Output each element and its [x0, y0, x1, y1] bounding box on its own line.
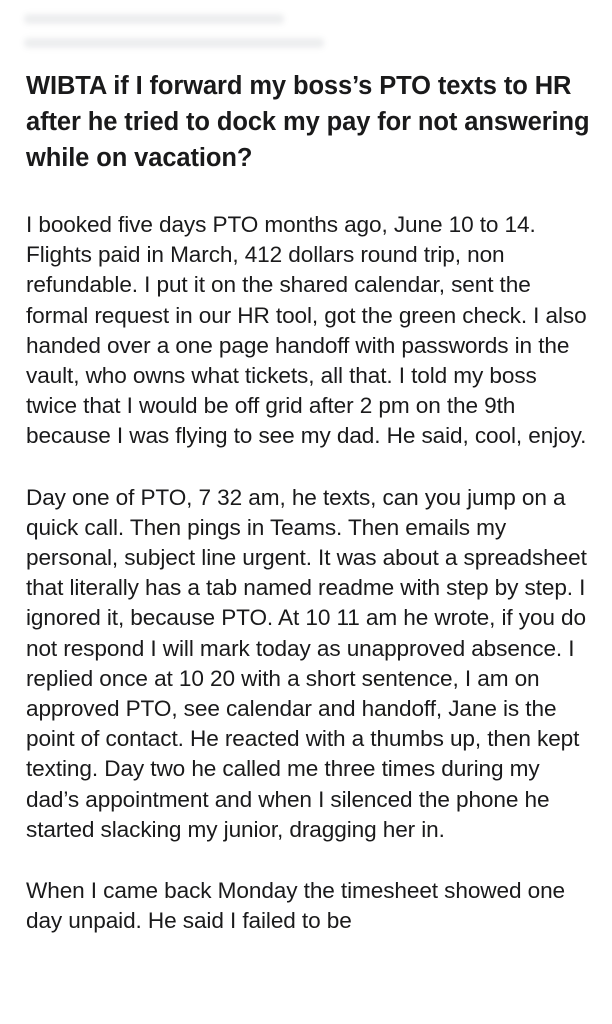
post-paragraph: I booked five days PTO months ago, June 10 to 14. Flights paid in March, 412 dollars round trip, non refundable. I put it on the shared calendar, sent the formal request in our HR tool, got the green check. I also handed over a one page handoff with passwords in the vault, who owns what tickets, all that. I told my boss twice that I would be off grid after 2 pm on the 9th because I was flying to see my dad. He said, cool, enjoy.: [26, 212, 587, 449]
post-paragraph: Day one of PTO, 7 32 am, he texts, can you jump on a quick call. Then pings in Teams. Then emails my personal, subject line urgent. It was about a spreadsheet that literally has a tab named readme with step by step. I ignored it, because PTO. At 10 11 am he wrote, if you do not respond I will mark today as unapproved absence. I replied once at 10 20 with a short sentence, I am on approved PTO, see calendar and handoff, Jane is the point of contact. He reacted with a thumbs up, then kept texting. Day two he called me three times during my dad’s appointment and when I silenced the phone he started slacking my junior, dragging her in.: [26, 484, 587, 842]
previous-content-blurred: [24, 0, 344, 58]
post-body: [26, 210, 592, 936]
post-title: WIBTA if I forward my boss’s PTO texts to HR after he tried to dock my pay for not answering while on vacation?: [26, 72, 590, 172]
post-paragraph: When I came back Monday the timesheet showed one day unpaid. He said I failed to be: [26, 878, 566, 934]
post: [26, 68, 592, 967]
